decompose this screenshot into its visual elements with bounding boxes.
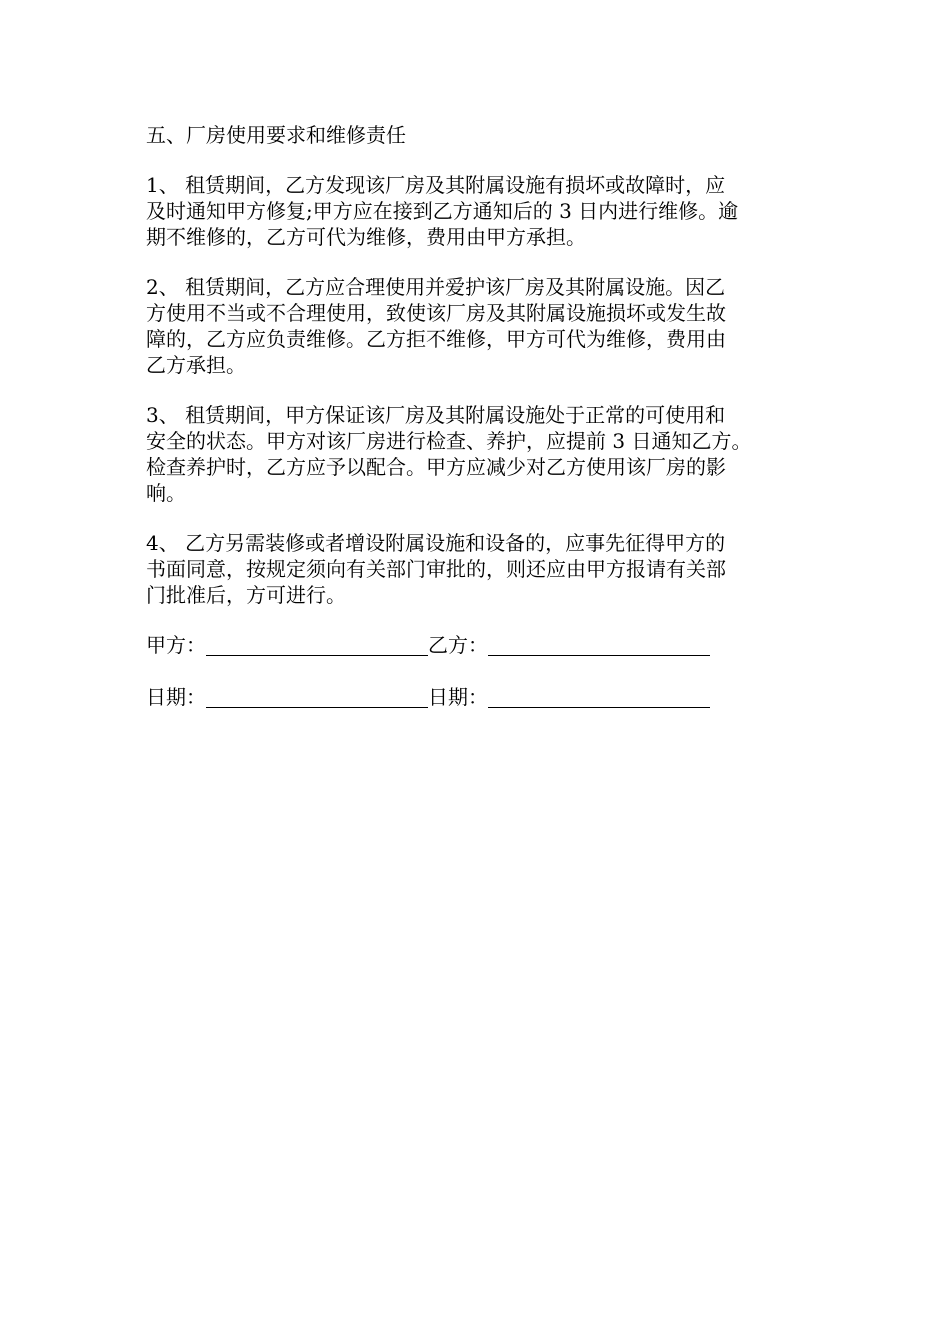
signature-row-parties (146, 632, 816, 658)
date-b-line[interactable] (488, 685, 710, 708)
date-b-label: 日期： (428, 685, 488, 709)
date-a-label: 日期： (146, 685, 206, 709)
clause-4: 4、 乙方另需装修或者增设附属设施和设备的，应事先征得甲方的 书面同意，按规定须向有关部门审批的，则还应由甲方报请有关部 门批准后，方可进行。 (146, 531, 726, 607)
party-b-label: 乙方： (428, 633, 488, 657)
party-b-signature-line[interactable] (488, 633, 710, 656)
clause-1: 1、 租赁期间，乙方发现该厂房及其附属设施有损坏或故障时，应 及时通知甲方修复;甲方应在接到乙方通知后的 3 日内进行维修。逾 期不维修的，乙方可代为维修，费用由甲方承担。 (146, 173, 739, 249)
signature-row-dates (146, 684, 816, 710)
document-page (146, 122, 816, 736)
clause-2: 2、 租赁期间，乙方应合理使用并爱护该厂房及其附属设施。因乙 方使用不当或不合理使用，致使该厂房及其附属设施损坏或发生故 障的，乙方应负责维修。乙方拒不维修，甲方可代为维修，费用由 乙方承担。 (146, 275, 726, 377)
section-heading: 五、厂房使用要求和维修责任 (146, 123, 406, 147)
party-a-signature-line[interactable] (206, 633, 428, 656)
date-a-line[interactable] (206, 685, 428, 708)
clause-3: 3、 租赁期间，甲方保证该厂房及其附属设施处于正常的可使用和 安全的状态。甲方对该厂房进行检查、养护，应提前 3 日通知乙方。 检查养护时，乙方应予以配合。甲方应减少对乙方使用该厂房的影 响。 (146, 403, 752, 505)
party-a-label: 甲方： (146, 633, 206, 657)
